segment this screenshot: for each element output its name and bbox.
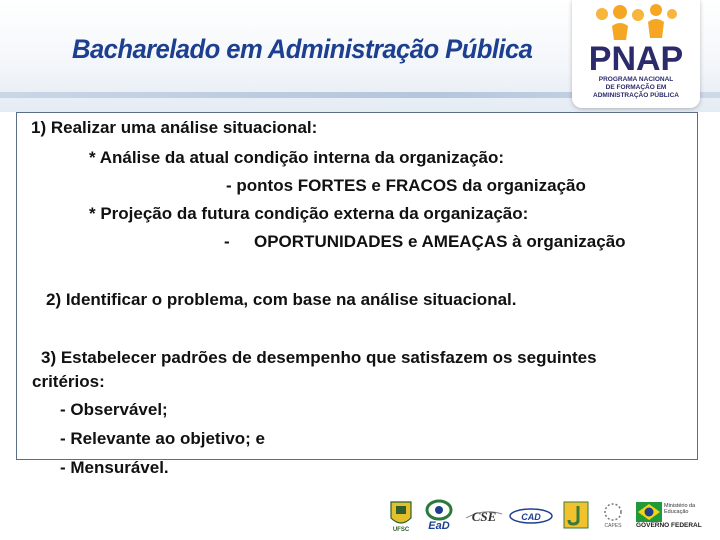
ufsc-j-icon xyxy=(562,500,590,530)
item1-heading: 1) Realizar uma análise situacional: xyxy=(31,118,318,137)
ufsc-icon xyxy=(388,498,414,532)
pnap-logo xyxy=(572,0,700,108)
item1-sub1-detail: - pontos FORTES e FRACOS da organização xyxy=(226,176,586,195)
svg-text:UFSC: UFSC xyxy=(392,527,410,532)
svg-text:CSE: CSE xyxy=(471,509,497,524)
item3-heading-line1: 3) Estabelecer padrões de desempenho que satisfazem os seguintes xyxy=(41,348,597,367)
cad-icon xyxy=(508,506,554,526)
course-title: Bacharelado em Administração Pública xyxy=(72,34,533,64)
svg-text:EaD: EaD xyxy=(428,520,450,532)
criterion-observable: - Observável; xyxy=(60,400,168,419)
pnap-subtitle-3: ADMINISTRAÇÃO PÚBLICA xyxy=(593,92,679,99)
item2-heading: 2) Identificar o problema, com base na análise situacional. xyxy=(46,290,517,309)
pnap-subtitle-2: DE FORMAÇÃO EM xyxy=(605,84,667,91)
item1-sub1: * Análise da atual condição interna da organização: xyxy=(89,148,505,167)
cse-icon xyxy=(464,504,504,526)
pnap-people-icon xyxy=(572,0,700,80)
ministerio-text: Ministério da Educação xyxy=(664,503,696,515)
item1-sub2-dash: - xyxy=(224,232,230,251)
item1-sub2-detail: OPORTUNIDADES e AMEAÇAS à organização xyxy=(254,232,626,251)
item3-heading-line2: critérios: xyxy=(32,372,105,391)
pnap-subtitle-1: PROGRAMA NACIONAL xyxy=(598,76,674,83)
criterion-measurable: - Mensurável. xyxy=(60,458,169,477)
capes-icon xyxy=(596,502,630,528)
svg-text:CAD: CAD xyxy=(521,512,541,522)
ead-icon xyxy=(422,498,456,532)
brazil-flag-icon xyxy=(636,502,662,522)
pnap-wordmark: PNAP xyxy=(588,40,684,78)
item1-sub2: * Projeção da futura condição externa da organização: xyxy=(89,204,529,223)
criterion-relevant: - Relevante ao objetivo; e xyxy=(60,429,265,448)
svg-text:CAPES: CAPES xyxy=(604,523,622,528)
governo-federal-text: GOVERNO FEDERAL xyxy=(636,522,702,529)
